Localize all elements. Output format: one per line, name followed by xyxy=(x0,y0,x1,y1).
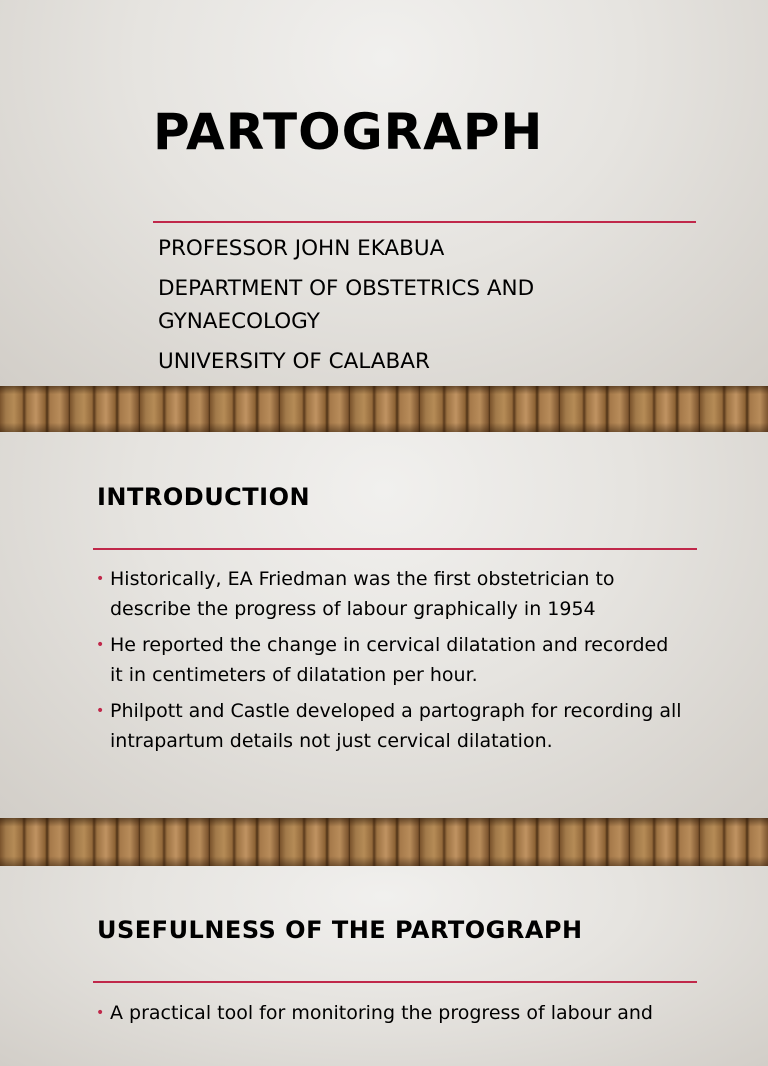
title-slide xyxy=(0,0,768,386)
slide-title-divider xyxy=(93,548,697,550)
presenter-university: UNIVERSITY OF CALABAR xyxy=(158,349,430,374)
bullet-icon: • xyxy=(96,571,105,587)
presenter-department: DEPARTMENT OF OBSTETRICS AND GYNAECOLOGY xyxy=(158,276,535,334)
bullet-icon: • xyxy=(96,1005,105,1021)
wood-floor-divider xyxy=(0,386,768,432)
presenter-name: PROFESSOR JOHN EKABUA xyxy=(158,236,445,261)
bullet-icon: • xyxy=(96,637,105,653)
usefulness-slide xyxy=(0,866,768,1066)
slide-title: USEFULNESS OF THE PARTOGRAPH xyxy=(97,916,583,944)
slide-title-divider xyxy=(93,981,697,983)
introduction-slide xyxy=(0,432,768,818)
title-divider xyxy=(153,221,696,223)
slide-title: INTRODUCTION xyxy=(97,483,311,511)
bullet-list xyxy=(96,999,686,1036)
presenter-info xyxy=(158,232,678,385)
list-item xyxy=(96,565,686,624)
bullet-text: A practical tool for monitoring the progress of labour and xyxy=(110,1002,653,1024)
bullet-list xyxy=(96,565,686,763)
bullet-text: Philpott and Castle developed a partograph for recording all intrapartum details not just cervical dilatation. xyxy=(110,700,682,752)
bullet-icon: • xyxy=(96,703,105,719)
bullet-text: He reported the change in cervical dilatation and recorded it in centimeters of dilatation per hour. xyxy=(110,634,669,686)
list-item xyxy=(96,999,686,1029)
list-item xyxy=(96,631,686,690)
list-item xyxy=(96,697,686,756)
wood-floor-divider xyxy=(0,818,768,866)
presentation-title: PARTOGRAPH xyxy=(153,103,544,161)
bullet-text: Historically, EA Friedman was the first obstetrician to describe the progress of labour graphically in 1954 xyxy=(110,568,615,620)
